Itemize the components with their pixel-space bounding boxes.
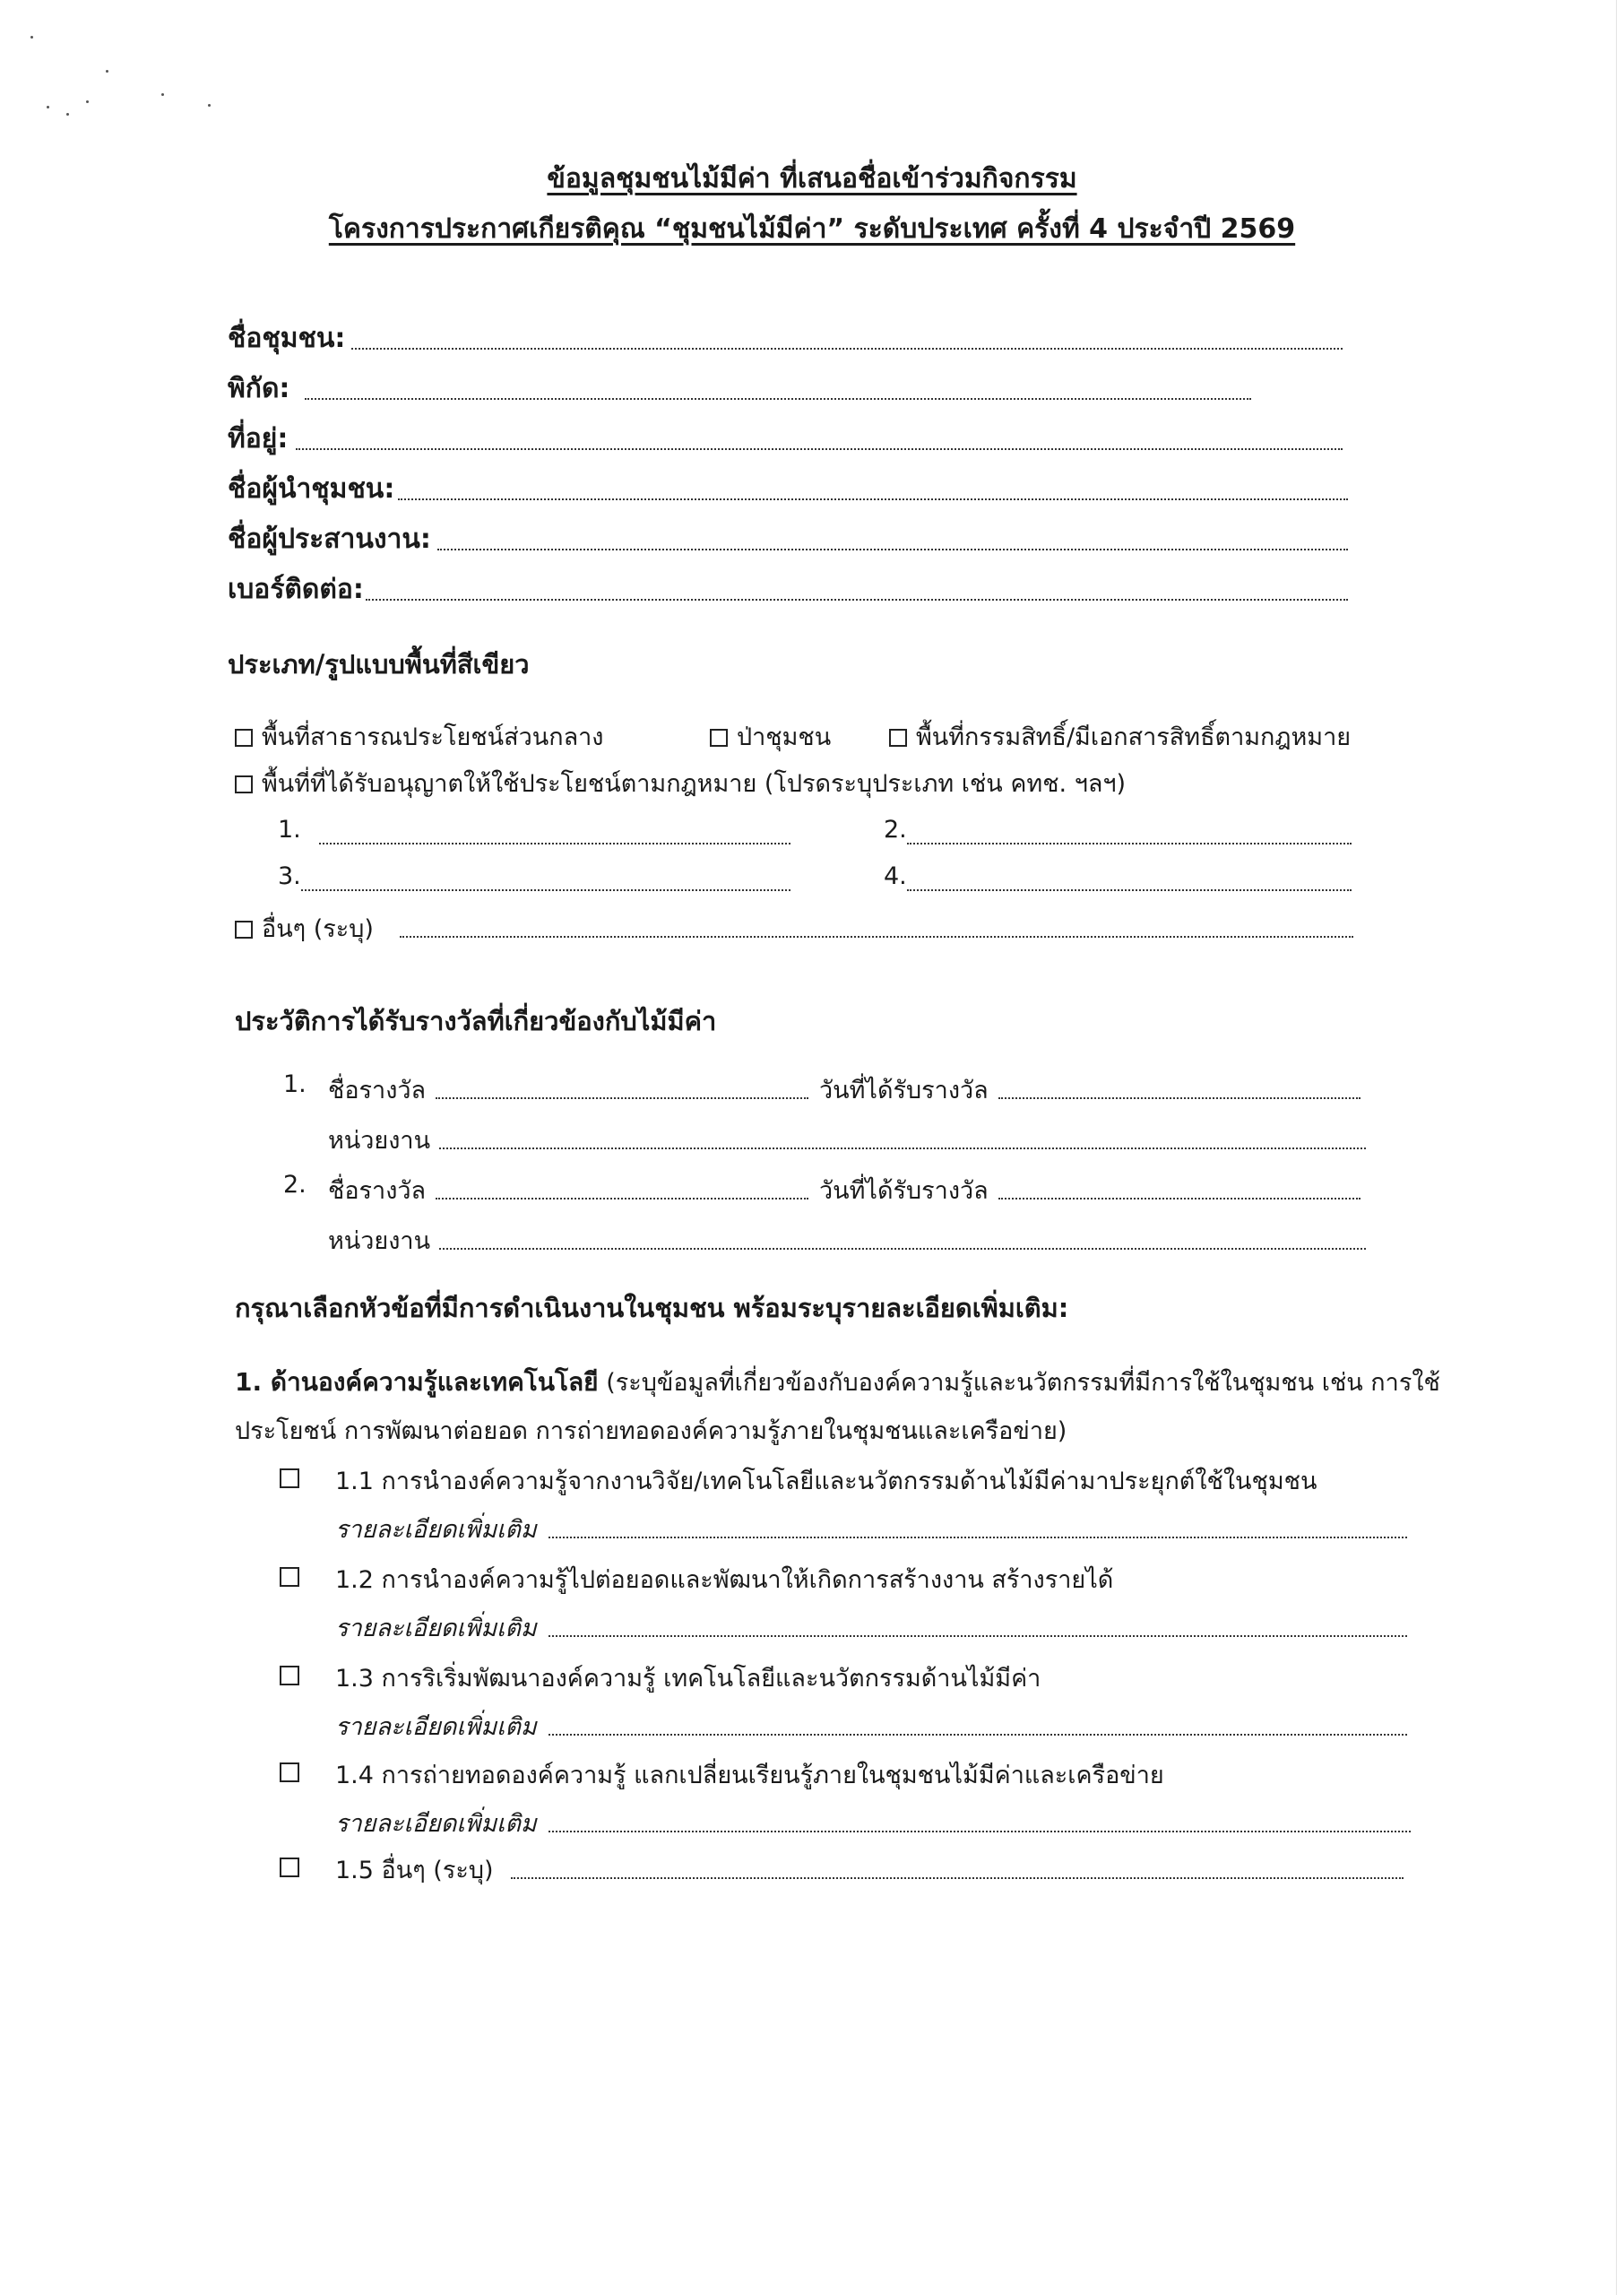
location-label: พิกัด:	[228, 373, 290, 404]
other-area-field[interactable]	[400, 936, 1353, 938]
item-1-2-detail-field[interactable]	[549, 1635, 1407, 1637]
award-1-date-field[interactable]	[998, 1097, 1361, 1099]
form-title: ข้อมูลชุมชนไม้มีค่า ที่เสนอชื่อเข้าร่วมกิจกรรม	[547, 163, 1077, 195]
checkbox-icon[interactable]	[280, 1666, 299, 1685]
option-community-forest[interactable]	[710, 717, 831, 756]
checkbox-icon[interactable]	[235, 729, 253, 747]
award-2-date-label: วันที่ได้รับรางวัล	[819, 1177, 989, 1205]
item-1-1-detail-field[interactable]	[549, 1537, 1407, 1538]
permitted-item-2-field[interactable]	[907, 843, 1352, 844]
option-owned-land[interactable]	[889, 717, 1351, 756]
checkbox-icon[interactable]	[889, 729, 907, 747]
award-2-name-field[interactable]	[436, 1198, 808, 1199]
item-1-1-label: 1.1 การนำองค์ความรู้จากงานวิจัย/เทคโนโลยีและนวัตกรรมด้านไม้มีค่ามาประยุกต์ใช้ในชุมชน	[335, 1468, 1317, 1495]
checkbox-icon[interactable]	[280, 1567, 299, 1587]
award-1-agency-field[interactable]	[439, 1148, 1366, 1149]
address-label: ที่อยู่:	[228, 423, 289, 455]
award-2-number: 2.	[283, 1171, 307, 1199]
scan-speck	[47, 106, 49, 108]
item-1-5-detail-field[interactable]	[511, 1877, 1404, 1879]
section-1-title: 1. ด้านองค์ความรู้และเทคโนโลยี	[235, 1367, 599, 1397]
checkbox-icon[interactable]	[280, 1858, 299, 1877]
checkbox-icon[interactable]	[235, 921, 253, 939]
green-area-heading: ประเภท/รูปแบบพื้นที่สีเขียว	[228, 649, 530, 680]
permitted-item-2-number: 2.	[884, 816, 907, 844]
permitted-item-1-field[interactable]	[319, 843, 790, 844]
item-1-4-detail-field[interactable]	[549, 1831, 1411, 1832]
item-1-5-label: 1.5 อื่นๆ (ระบุ)	[335, 1857, 494, 1884]
location-field[interactable]	[305, 398, 1251, 400]
option-owned-land-label: พื้นที่กรรมสิทธิ์/มีเอกสารสิทธิ์ตามกฎหมาย	[916, 723, 1352, 751]
option-permitted-land[interactable]	[235, 764, 1126, 802]
item-1-5-checkbox[interactable]	[280, 1858, 308, 1879]
checkbox-icon[interactable]	[235, 775, 253, 793]
community-name-label: ชื่อชุมชน:	[228, 323, 346, 354]
leader-name-label: ชื่อผู้นำชุมชน:	[228, 473, 395, 505]
award-1-number: 1.	[283, 1070, 307, 1098]
scan-speck	[86, 100, 89, 103]
permitted-item-4-field[interactable]	[907, 889, 1352, 891]
option-public-area-label: พื้นที่สาธารณประโยชน์ส่วนกลาง	[262, 723, 604, 751]
section-1-desc-line2: ประโยชน์ การพัฒนาต่อยอด การถ่ายทอดองค์ความรู้ภายในชุมชนและเครือข่าย)	[235, 1417, 1067, 1445]
form-subtitle: โครงการประกาศเกียรติคุณ “ชุมชนไม้มีค่า” ระดับประเทศ ครั้งที่ 4 ประจำปี 2569	[328, 213, 1296, 245]
option-public-area[interactable]	[235, 717, 603, 756]
scan-speck	[161, 93, 164, 96]
item-1-3-detail-label: รายละเอียดเพิ่มเติม	[335, 1713, 537, 1741]
award-2-agency-field[interactable]	[439, 1248, 1366, 1250]
item-1-4-detail-label: รายละเอียดเพิ่มเติม	[335, 1810, 537, 1838]
section-1-intro	[235, 1363, 1440, 1402]
awards-heading: ประวัติการได้รับรางวัลที่เกี่ยวข้องกับไม้มีค่า	[235, 1006, 717, 1036]
option-other-area-label: อื่นๆ (ระบุ)	[262, 915, 374, 943]
scan-speck	[66, 113, 69, 116]
award-2-date-field[interactable]	[998, 1198, 1361, 1199]
award-1-agency-label: หน่วยงาน	[328, 1127, 431, 1155]
item-1-4-checkbox[interactable]	[280, 1762, 308, 1784]
option-other-area[interactable]	[235, 909, 374, 948]
phone-label: เบอร์ติดต่อ:	[228, 574, 364, 605]
phone-field[interactable]	[366, 599, 1348, 601]
item-1-3-detail-field[interactable]	[549, 1734, 1407, 1736]
section-1-desc-line1: (ระบุข้อมูลที่เกี่ยวข้องกับองค์ความรู้และนวัตกรรมที่มีการใช้ในชุมชน เช่น การใช้	[606, 1369, 1440, 1397]
option-permitted-land-label: พื้นที่ที่ได้รับอนุญาตให้ใช้ประโยชน์ตามกฎหมาย (โปรดระบุประเภท เช่น คทช. ฯลฯ)	[262, 770, 1127, 798]
scan-speck	[30, 36, 33, 39]
item-1-4-label: 1.4 การถ่ายทอดองค์ความรู้ แลกเปลี่ยนเรียนรู้ภายในชุมชนไม้มีค่าและเครือข่าย	[335, 1762, 1164, 1789]
item-1-2-checkbox[interactable]	[280, 1567, 308, 1589]
item-1-1-detail-label: รายละเอียดเพิ่มเติม	[335, 1516, 537, 1544]
coordinator-name-label: ชื่อผู้ประสานงาน:	[228, 524, 431, 555]
checkbox-icon[interactable]	[280, 1762, 299, 1782]
award-2-name-label: ชื่อรางวัล	[328, 1177, 427, 1205]
coordinator-name-field[interactable]	[437, 549, 1348, 550]
leader-name-field[interactable]	[398, 498, 1348, 500]
award-1-name-label: ชื่อรางวัล	[328, 1077, 427, 1104]
permitted-item-1-number: 1.	[278, 816, 301, 844]
checkbox-icon[interactable]	[280, 1468, 299, 1488]
item-1-3-label: 1.3 การริเริ่มพัฒนาองค์ความรู้ เทคโนโลยีและนวัตกรรมด้านไม้มีค่า	[335, 1665, 1041, 1693]
item-1-3-checkbox[interactable]	[280, 1666, 308, 1687]
scan-speck	[106, 70, 108, 73]
item-1-2-label: 1.2 การนำองค์ความรู้ไปต่อยอดและพัฒนาให้เกิดการสร้างงาน สร้างรายได้	[335, 1566, 1114, 1594]
award-1-name-field[interactable]	[436, 1097, 808, 1099]
permitted-item-3-field[interactable]	[301, 889, 790, 891]
item-1-2-detail-label: รายละเอียดเพิ่มเติม	[335, 1615, 537, 1642]
community-name-field[interactable]	[351, 348, 1343, 350]
address-field[interactable]	[296, 448, 1343, 450]
award-1-date-label: วันที่ได้รับรางวัล	[819, 1077, 989, 1104]
topics-heading: กรุณาเลือกหัวข้อที่มีการดำเนินงานในชุมชน พร้อมระบุรายละเอียดเพิ่มเติม:	[235, 1293, 1069, 1323]
scan-edge-line	[1616, 0, 1617, 2295]
checkbox-icon[interactable]	[710, 729, 728, 747]
scan-speck	[208, 104, 211, 107]
option-community-forest-label: ป่าชุมชน	[737, 723, 832, 751]
permitted-item-3-number: 3.	[278, 862, 301, 890]
award-2-agency-label: หน่วยงาน	[328, 1227, 431, 1255]
item-1-1-checkbox[interactable]	[280, 1468, 308, 1490]
permitted-item-4-number: 4.	[884, 862, 907, 890]
